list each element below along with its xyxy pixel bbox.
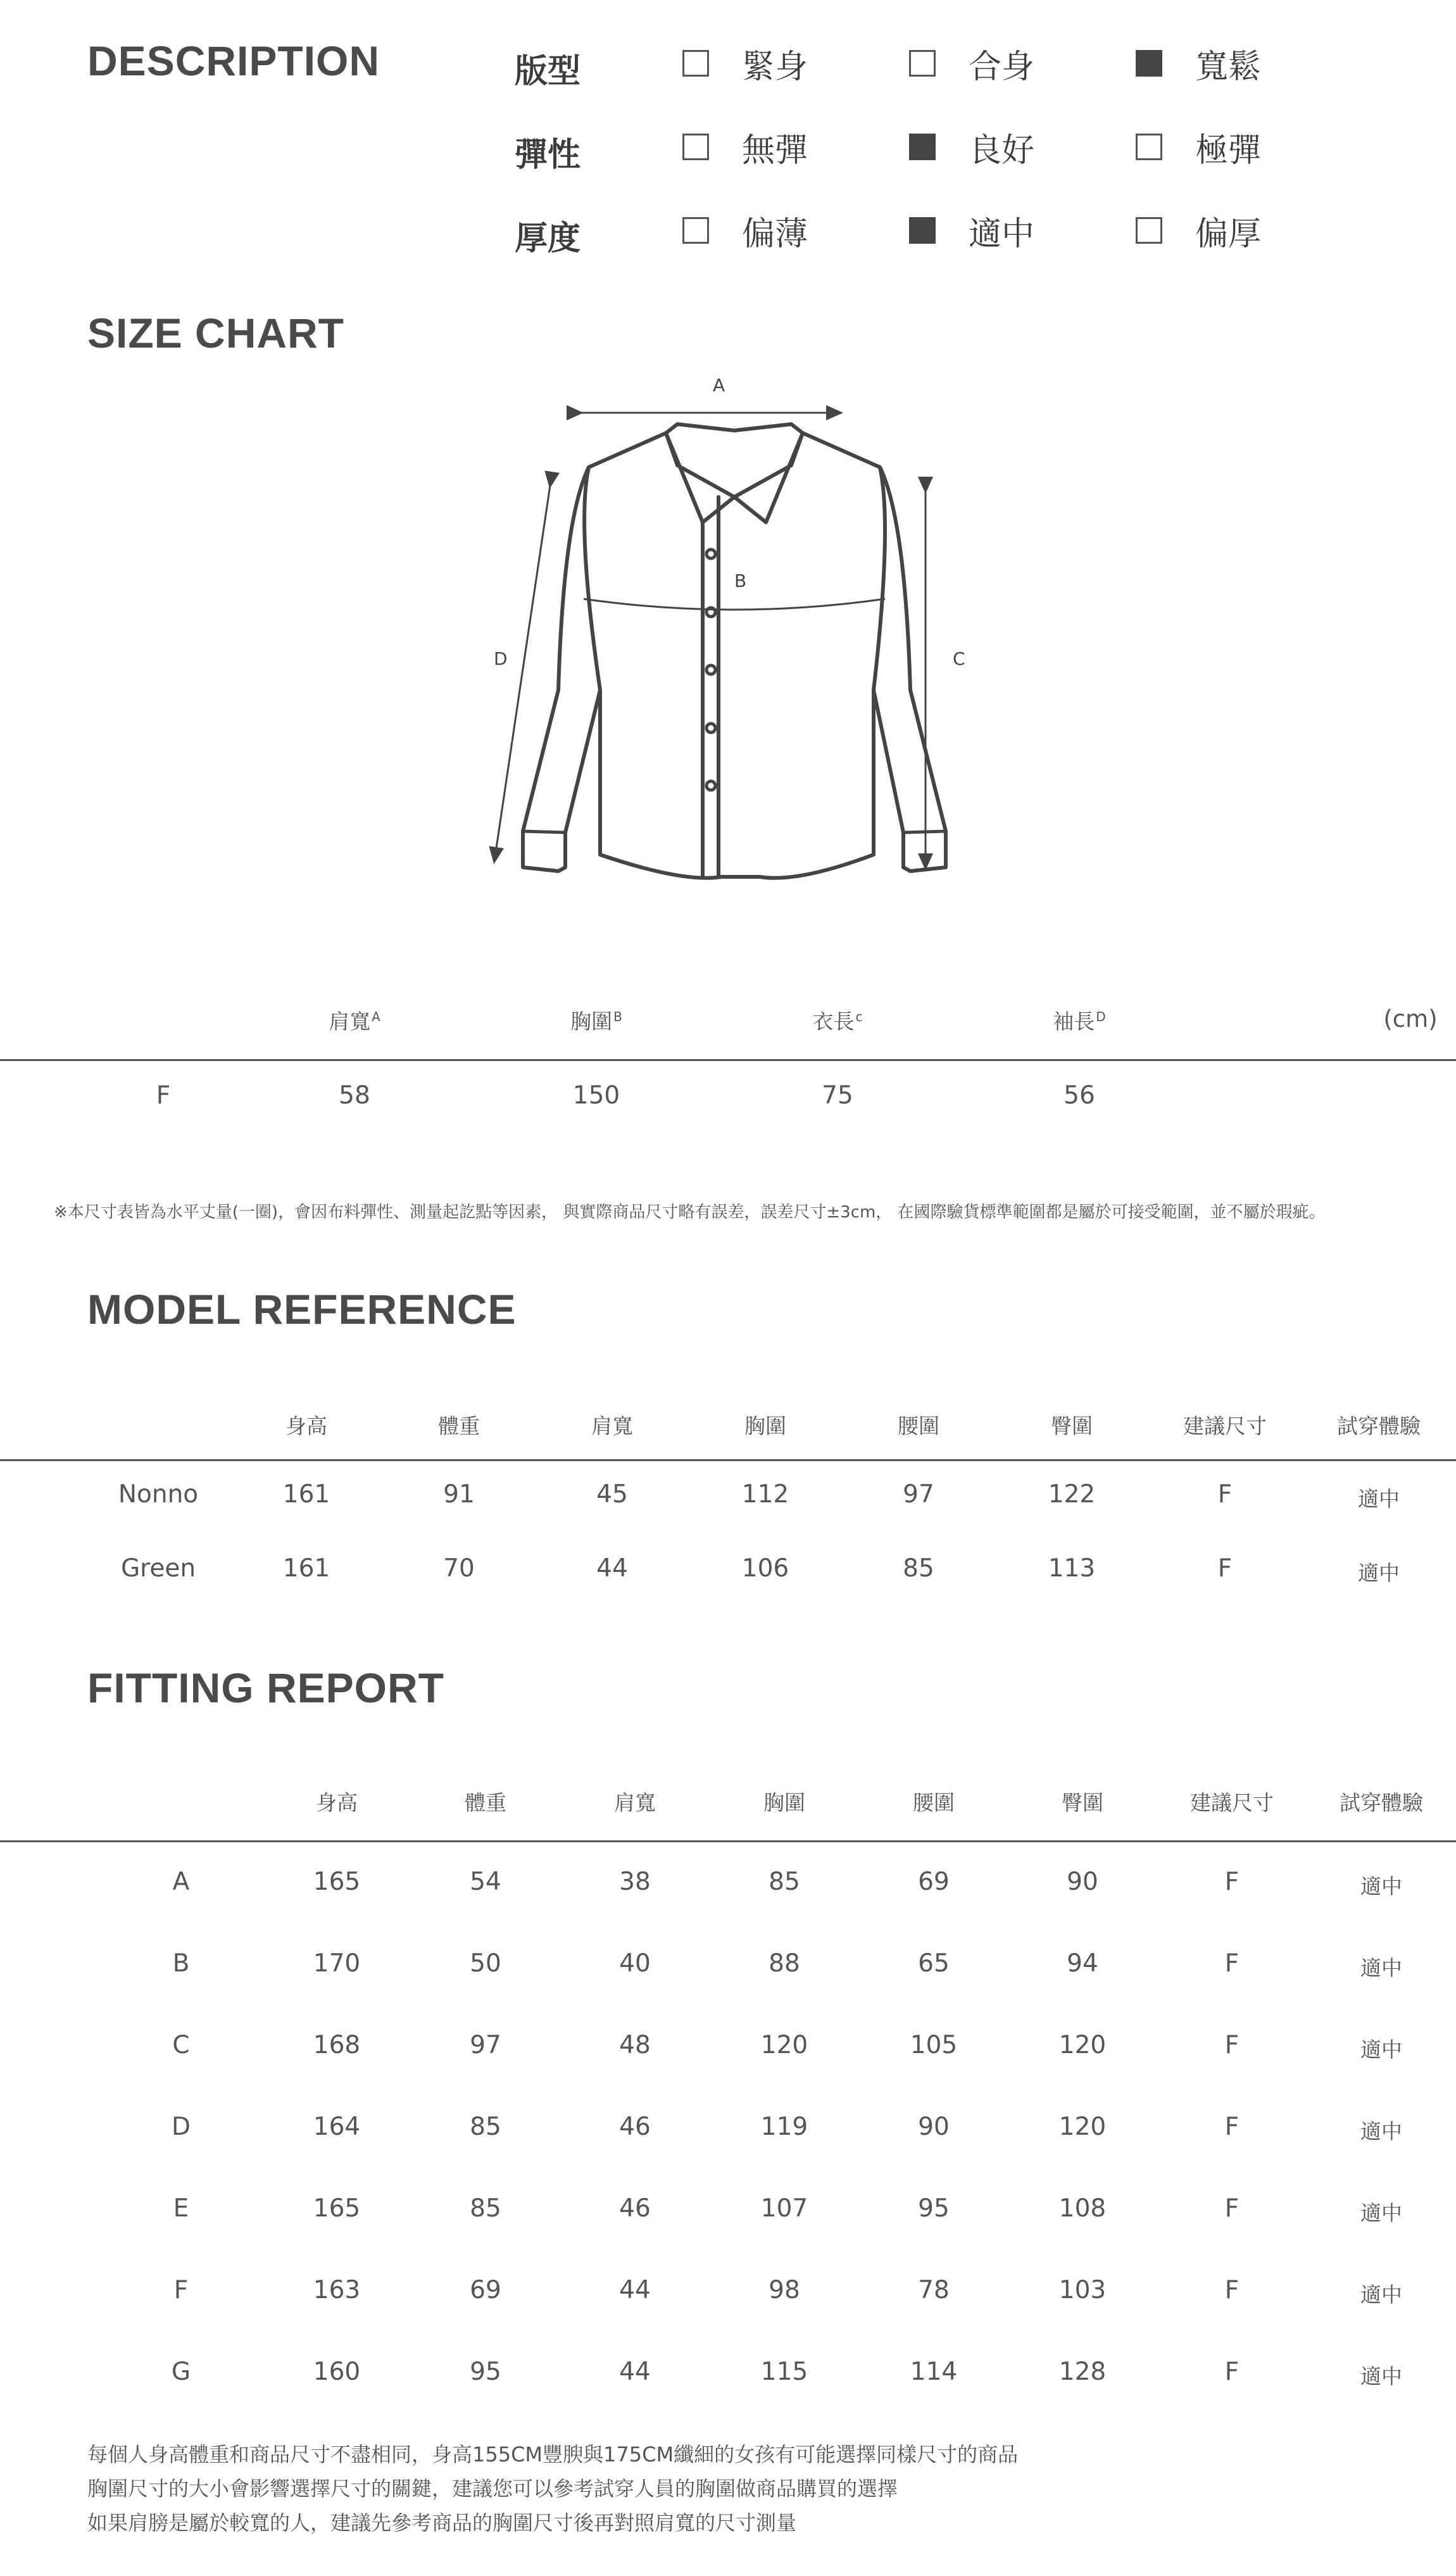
checkbox-icon [682,217,709,244]
value-cell: 75 [822,1081,853,1110]
value-cell: 95 [918,2194,950,2223]
value-cell: F [1224,1868,1239,1896]
value-cell: 適中 [1358,1486,1400,1511]
value-cell: 88 [769,1949,800,1978]
value-cell: 113 [1048,1554,1096,1583]
value-cell: 78 [918,2276,950,2304]
value-cell: 112 [741,1480,789,1509]
option-fit-regular[interactable] [909,44,1035,86]
fitting-report-heading: FITTING REPORT [87,1664,444,1711]
value-cell: 85 [769,1868,800,1896]
col-header: 胸圍 [763,1790,805,1815]
value-cell: 85 [470,2113,501,2141]
value-cell: F [1224,2194,1239,2223]
size-cell: F [156,1081,171,1110]
option-fit-loose[interactable] [1136,44,1262,86]
value-cell: 69 [470,2276,501,2304]
value-cell: 適中 [1360,2201,1402,2225]
option-label: 適中 [969,215,1035,253]
tester-name: B [172,1949,190,1978]
value-cell: 168 [313,2031,361,2059]
checkbox-checked-icon [1136,50,1162,77]
desc-label-elasticity: 彈性 [515,136,581,174]
col-header: 臀圍 [1051,1414,1093,1438]
value-cell: 70 [443,1554,475,1583]
value-cell: 122 [1048,1480,1096,1509]
shirt-diagram [481,361,975,886]
value-cell: 45 [596,1480,628,1509]
value-cell: 54 [470,1868,501,1896]
value-cell: 適中 [1358,1561,1400,1585]
value-cell: F [1224,2358,1239,2386]
size-table-divider [0,1059,1456,1061]
diagram-label-d: D [494,648,508,669]
value-cell: F [1217,1554,1233,1583]
col-header: 建議尺寸 [1183,1414,1267,1438]
value-cell: F [1224,2031,1239,2059]
diagram-label-c: C [953,648,965,669]
model-name: Green [120,1554,196,1583]
col-header: 建議尺寸 [1190,1790,1274,1815]
col-header: 試穿體驗 [1337,1414,1421,1438]
value-cell: 85 [470,2194,501,2223]
value-cell: F [1224,2113,1239,2141]
value-cell: 108 [1058,2194,1107,2223]
checkbox-icon [1136,217,1162,244]
value-cell: 128 [1058,2358,1107,2386]
col-header: 胸圍 [744,1414,786,1438]
value-cell: 適中 [1360,2364,1402,2389]
value-cell: 170 [313,1949,361,1978]
value-cell: 165 [313,1868,361,1896]
value-cell: 120 [1058,2113,1107,2141]
col-header: 腰圍 [913,1790,955,1815]
value-cell: 46 [619,2194,651,2223]
value-cell: 107 [760,2194,808,2223]
checkbox-icon [909,50,936,77]
value-cell: 69 [918,1868,950,1896]
value-cell: 56 [1064,1081,1095,1110]
option-elasticity-none[interactable] [682,128,808,170]
value-cell: 161 [282,1480,330,1509]
model-table-divider [0,1459,1456,1461]
value-cell: 95 [470,2358,501,2386]
value-cell: 103 [1058,2276,1107,2304]
footer-note-3: 如果肩膀是屬於較寬的人，建議先參考商品的胸圍尺寸後再對照肩寬的尺寸測量 [87,2511,797,2535]
col-header: 身高 [286,1414,327,1438]
col-header: 肩寬 [614,1790,656,1815]
value-cell: 120 [760,2031,808,2059]
checkbox-checked-icon [909,217,936,244]
col-header: 肩寬 [591,1414,633,1438]
col-header-sleeve: 袖長 $^D$ [1053,1009,1106,1034]
value-cell: 120 [1058,2031,1107,2059]
value-cell: 適中 [1360,1956,1402,1980]
checkbox-icon [682,50,709,77]
value-cell: 46 [619,2113,651,2141]
value-cell: 163 [313,2276,361,2304]
description-heading: DESCRIPTION [87,37,380,84]
col-header: 身高 [316,1790,358,1815]
value-cell: F [1217,1480,1233,1509]
checkbox-checked-icon [909,134,936,160]
value-cell: 85 [903,1554,934,1583]
option-thickness-thin[interactable] [682,211,808,253]
tester-name: E [173,2194,189,2223]
value-cell: 44 [619,2358,651,2386]
col-header: 體重 [438,1414,480,1438]
size-note: ※本尺寸表皆為水平丈量(一圈)，會因布料彈性、測量起訖點等因素， 與實際商品尺寸略有誤差，誤差尺寸±3cm， 在國際驗貨標準範圍都是屬於可接受範圍，並不屬於瑕疵。 [54,1203,1326,1222]
value-cell: 94 [1067,1949,1098,1978]
col-header: 體重 [465,1790,506,1815]
size-chart-heading: SIZE CHART [87,310,344,356]
model-reference-heading: MODEL REFERENCE [87,1286,517,1333]
diagram-label-b: B [734,570,747,591]
col-header: 試穿體驗 [1340,1790,1423,1815]
value-cell: 90 [918,2113,950,2141]
option-thickness-medium[interactable] [909,211,1035,253]
value-cell: 119 [760,2113,808,2141]
value-cell: 114 [910,2358,958,2386]
col-header: 腰圍 [898,1414,939,1438]
value-cell: 65 [918,1949,950,1978]
value-cell: 適中 [1360,2282,1402,2307]
value-cell: 150 [572,1081,620,1110]
value-cell: 160 [313,2358,361,2386]
option-elasticity-good[interactable] [909,128,1035,170]
tester-name: G [171,2358,191,2386]
option-thickness-thick[interactable] [1136,211,1262,253]
option-fit-tight[interactable] [682,44,808,86]
option-elasticity-high[interactable] [1136,128,1262,170]
footer-note-1: 每個人身高體重和商品尺寸不盡相同，身高155CM豐腴與175CM纖細的女孩有可能選擇同樣尺寸的商品 [87,2442,1019,2466]
value-cell: 97 [903,1480,934,1509]
checkbox-icon [1136,134,1162,160]
value-cell: 105 [910,2031,958,2059]
value-cell: 適中 [1360,2119,1402,2144]
diagram-label-a: A [713,375,725,396]
value-cell: 161 [282,1554,330,1583]
value-cell: 44 [619,2276,651,2304]
option-label: 偏薄 [742,215,808,253]
value-cell: 98 [769,2276,800,2304]
value-cell: 38 [619,1868,651,1896]
footer-note-2: 胸圍尺寸的大小會影響選擇尺寸的關鍵，建議您可以參考試穿人員的胸圍做商品購買的選擇 [87,2477,898,2501]
value-cell: F [1224,1949,1239,1978]
option-label: 緊身 [742,47,808,86]
tester-name: A [172,1868,190,1896]
value-cell: 44 [596,1554,628,1583]
value-cell: 40 [619,1949,651,1978]
tester-name: F [173,2276,189,2304]
value-cell: 90 [1067,1868,1098,1896]
tester-name: C [172,2031,190,2059]
desc-label-fit: 版型 [515,53,581,91]
option-label: 無彈 [742,131,808,170]
option-label: 良好 [969,131,1035,170]
value-cell: 58 [339,1081,370,1110]
value-cell: 165 [313,2194,361,2223]
value-cell: F [1224,2276,1239,2304]
option-label: 偏厚 [1195,215,1262,253]
value-cell: 164 [313,2113,361,2141]
value-cell: 106 [741,1554,789,1583]
option-label: 合身 [969,47,1035,86]
model-name: Nonno [118,1480,199,1509]
desc-label-thickness: 厚度 [515,220,581,258]
value-cell: 48 [619,2031,651,2059]
value-cell: 適中 [1360,1874,1402,1899]
option-label: 寬鬆 [1195,47,1262,86]
col-header-shoulder: 肩寬 $^A$ [329,1009,380,1034]
option-label: 極彈 [1195,131,1262,170]
value-cell: 91 [443,1480,475,1509]
tester-name: D [171,2113,191,2141]
value-cell: 50 [470,1949,501,1978]
value-cell: 115 [760,2358,808,2386]
col-header: 臀圍 [1062,1790,1103,1815]
col-header-chest: 胸圍 $^B$ [570,1009,622,1034]
value-cell: 適中 [1360,2037,1402,2062]
col-header-length: 衣長 $^c$ [812,1009,863,1034]
checkbox-icon [682,134,709,160]
value-cell: 97 [470,2031,501,2059]
fitting-table-divider [0,1840,1456,1842]
unit-label: (cm) [1383,1005,1438,1033]
